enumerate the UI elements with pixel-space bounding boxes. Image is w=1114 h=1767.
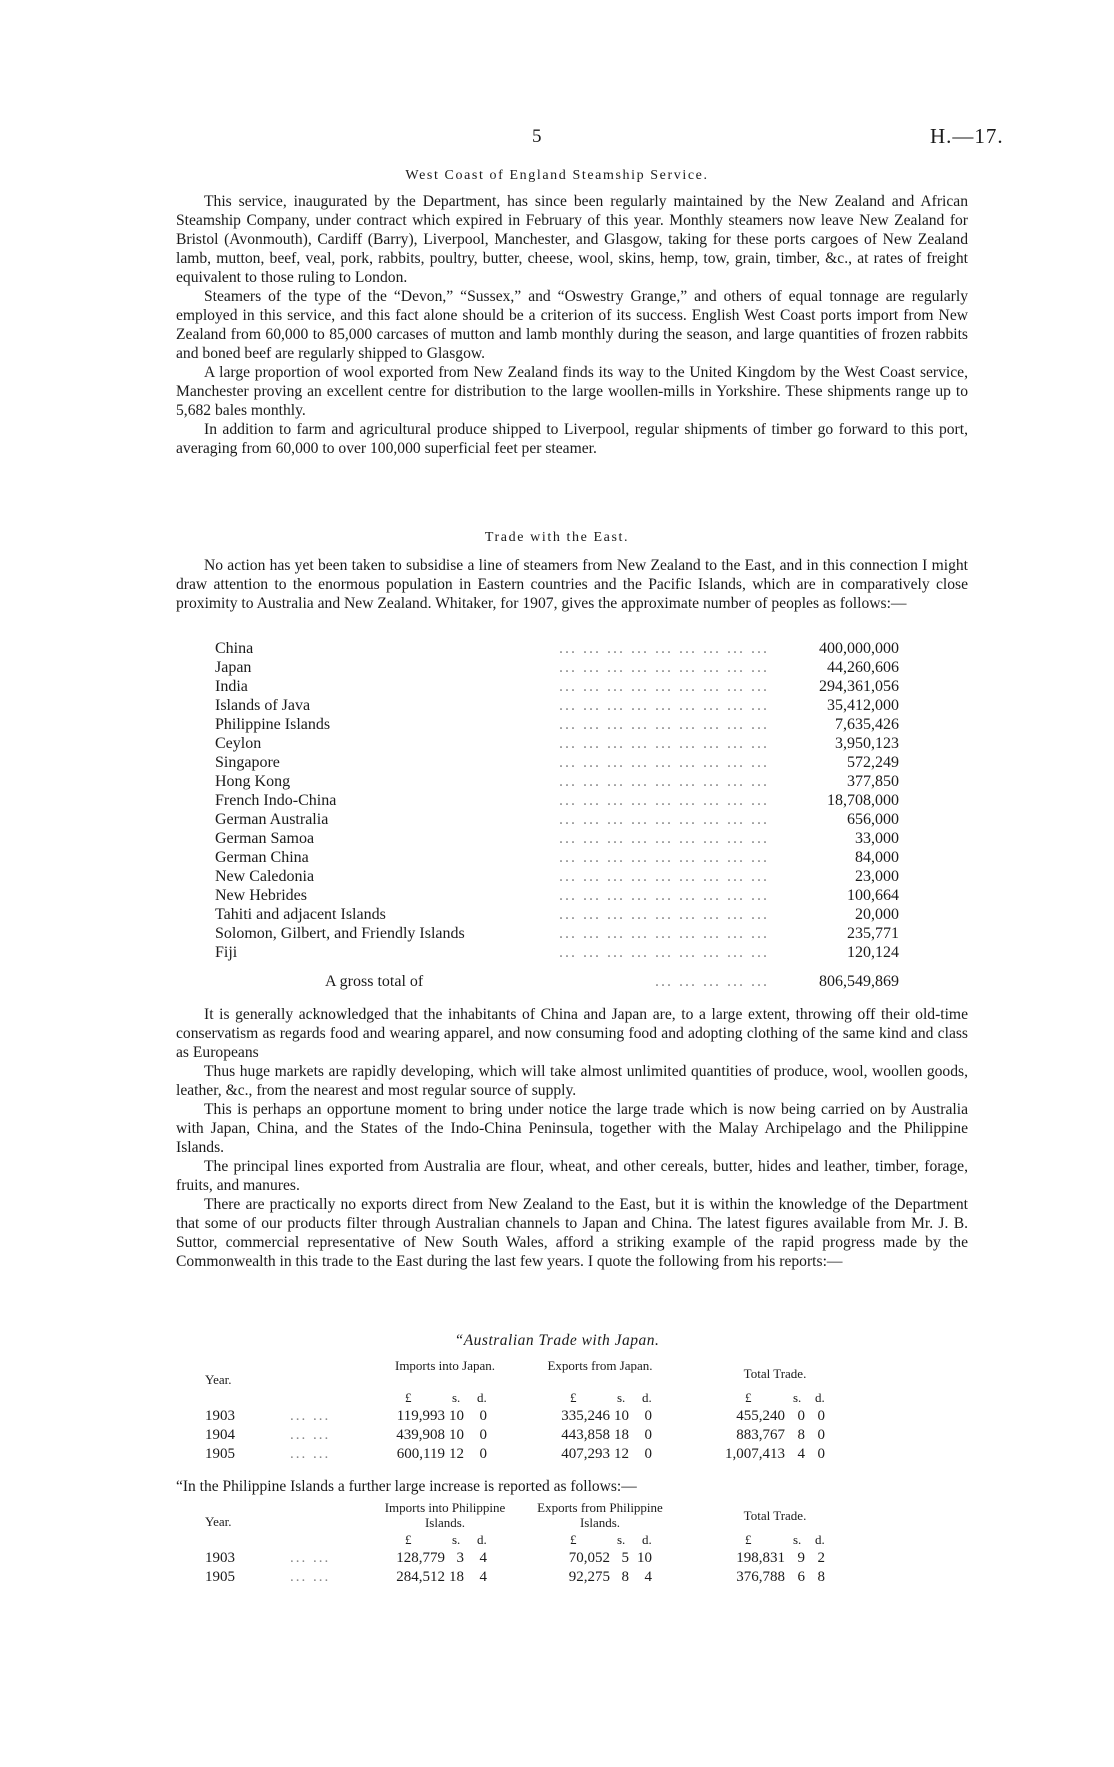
amount-shillings: 9 [797,1550,805,1566]
country-name: New Caledonia [215,868,315,885]
amount-shillings: 12 [449,1446,464,1462]
amount-shillings: 8 [797,1427,805,1443]
population-row [215,754,899,773]
population-row [215,678,899,697]
paragraph: No action has yet been taken to subsidise a line of steamers from New Zealand to the East, and in this connection I might draw attention to the enormous population in Eastern countries and the Pacific Islands, which are in comparatively close proximity to Australia and New Zealand. Whitaker, for 1907, gives the approximate number of peoples as follows:— [176,557,968,612]
leader-dots: ... ... [290,1408,331,1424]
currency-unit: d. [642,1390,652,1405]
leader-dots: ... ... [290,1446,331,1462]
amount-pounds: 407,293 [561,1446,610,1462]
currency-unit: s. [793,1390,802,1405]
column-header-imports: Imports into Philippine Islands. [384,1500,506,1530]
amount-shillings: 12 [614,1446,629,1462]
leader-dots: ... ... ... ... ... ... ... ... ... [559,773,769,790]
population-row [215,792,899,811]
amount-shillings: 18 [614,1427,629,1443]
population-row [215,925,899,944]
country-name: New Hebrides [215,887,307,904]
column-header-total: Total Trade. [743,1508,807,1523]
amount-shillings: 10 [449,1427,464,1443]
population-value: 294,361,056 [819,678,899,695]
amount-shillings: 5 [621,1550,629,1566]
country-name: French Indo-China [215,792,337,809]
philippine-table-intro: “In the Philippine Islands a further large increase is reported as follows:— [176,1478,637,1495]
amount-shillings: 3 [456,1550,464,1566]
currency-unit: s. [617,1390,626,1405]
currency-unit: s. [452,1532,461,1547]
population-value: 235,771 [847,925,899,942]
amount-shillings: 10 [449,1408,464,1424]
amount-shillings: 10 [614,1408,629,1424]
column-header-year: Year. [205,1514,232,1529]
leader-dots: ... ... ... ... ... ... ... ... ... [559,944,769,961]
population-value: 33,000 [855,830,899,847]
country-name: Ceylon [215,735,262,752]
amount-pence: 0 [644,1408,652,1424]
amount-shillings: 8 [621,1569,629,1585]
philippine-trade-table [205,1500,905,1600]
currency-unit: d. [815,1390,825,1405]
population-row [215,716,899,735]
population-row [215,944,899,963]
population-row [215,640,899,659]
country-name: Islands of Java [215,697,311,714]
amount-pounds: 376,788 [736,1569,785,1585]
leader-dots: ... ... ... ... ... ... ... ... ... [559,849,769,866]
table-year: 1903 [205,1550,235,1566]
japan-table-caption: “Australian Trade with Japan. [454,1332,660,1349]
amount-pounds: 335,246 [561,1408,610,1424]
currency-unit: s. [617,1532,626,1547]
country-name: German Australia [215,811,329,828]
currency-unit: d. [642,1532,652,1547]
document-reference: H.—17. [930,124,1004,148]
amount-pounds: 883,767 [736,1427,785,1443]
population-row [215,906,899,925]
total-label: A gross total of [325,973,424,990]
amount-pence: 0 [479,1446,487,1462]
amount-pence: 0 [479,1408,487,1424]
currency-unit: £ [570,1532,577,1547]
currency-unit: s. [793,1532,802,1547]
currency-unit: £ [745,1532,752,1547]
amount-shillings: 18 [449,1569,464,1585]
amount-pounds: 70,052 [568,1550,610,1566]
country-name: German China [215,849,309,866]
country-name: Philippine Islands [215,716,331,733]
population-value: 656,000 [847,811,899,828]
population-value: 3,950,123 [835,735,899,752]
country-name: Japan [215,659,252,676]
amount-pounds: 439,908 [396,1427,445,1443]
population-list [215,640,899,995]
amount-pence: 0 [817,1408,825,1424]
country-name: India [215,678,248,695]
amount-pence: 0 [644,1446,652,1462]
amount-pence: 8 [817,1569,825,1585]
population-row [215,773,899,792]
paragraph: This is perhaps an opportune moment to bring under notice the large trade which is now being carried on by Australia with Japan, China, and the States of the Indo-China Peninsula, together with the Malay Archipelago and the Philippine Islands. [176,1101,968,1156]
leader-dots: ... ... ... ... ... ... ... ... ... [559,754,769,771]
country-name: Hong Kong [215,773,291,790]
amount-pence: 0 [644,1427,652,1443]
currency-unit: s. [452,1390,461,1405]
leader-dots: ... ... ... ... ... ... ... ... ... [559,887,769,904]
currency-unit: £ [570,1390,577,1405]
paragraph: This service, inaugurated by the Department, has since been regularly maintained by the New Zealand and African Steamship Company, under contract which expired in February of this year. Monthly steamers now leave New Zealand for Bristol (Avonmouth), Cardiff (Barry), Liverpool, Manchester, and Glasgow, taking for these ports cargoes of New Zealand lamb, mutton, beef, veal, pork, rabbits, poultry, butter, cheese, wool, skins, hemp, tow, grain, timber, &c., at rates of freight equivalent to those ruling to London. [176,193,968,286]
amount-shillings: 4 [797,1446,805,1462]
leader-dots: ... ... ... ... ... ... ... ... ... [559,811,769,828]
paragraph: Thus huge markets are rapidly developing, which will take almost unlimited quantities of produce, wool, woollen goods, leather, &c., from the nearest and most regular source of supply. [176,1063,968,1099]
population-row [215,697,899,716]
leader-dots: ... ... [290,1569,331,1585]
amount-shillings: 0 [797,1408,805,1424]
section-heading-west-coast: West Coast of England Steamship Service. [405,168,709,183]
amount-pounds: 198,831 [736,1550,785,1566]
total-value: 806,549,869 [819,973,899,990]
paragraph: There are practically no exports direct from New Zealand to the East, but it is within the knowledge of the Department that some of our products filter through Australian channels to Japan and China. The latest figures available from Mr. J. B. Suttor, commercial representative of New South Wales, afford a striking example of the rapid progress made by the Commonwealth in this trade to the East during the last few years. I quote the following from his reports:— [176,1196,968,1270]
population-value: 84,000 [855,849,899,866]
section-heading-trade-east: Trade with the East. [484,530,630,545]
leader-dots: ... ... ... ... ... ... ... ... ... [559,906,769,923]
column-header-imports: Imports into Japan. [394,1358,495,1373]
country-name: German Samoa [215,830,315,847]
population-total-row [215,973,899,995]
amount-pence: 0 [817,1446,825,1462]
leader-dots: ... ... ... ... ... ... ... ... ... [559,735,769,752]
population-row [215,849,899,868]
population-row [215,811,899,830]
currency-unit: d. [477,1390,487,1405]
currency-unit: £ [405,1390,412,1405]
amount-pence: 4 [479,1569,487,1585]
currency-unit: £ [745,1390,752,1405]
country-name: Solomon, Gilbert, and Friendly Islands [215,925,465,942]
west-coast-body [176,192,968,458]
leader-dots: ... ... ... ... ... [655,973,769,990]
population-row [215,735,899,754]
trade-east-intro [176,556,968,613]
country-name: Fiji [215,944,238,961]
amount-pounds: 128,779 [396,1550,445,1566]
population-row [215,868,899,887]
column-header-exports: Exports from Philippine Islands. [537,1500,663,1530]
column-header-exports: Exports from Japan. [547,1358,653,1373]
amount-pence: 0 [817,1427,825,1443]
currency-unit: £ [405,1532,412,1547]
column-header-total: Total Trade. [743,1366,807,1381]
leader-dots: ... ... ... ... ... ... ... ... ... [559,830,769,847]
amount-pence: 4 [479,1550,487,1566]
amount-pounds: 119,993 [396,1408,445,1424]
amount-pounds: 92,275 [568,1569,610,1585]
page-number: 5 [532,126,542,147]
leader-dots: ... ... [290,1550,331,1566]
amount-shillings: 6 [797,1569,805,1585]
population-row [215,659,899,678]
population-value: 35,412,000 [827,697,899,714]
amount-pence: 10 [637,1550,652,1566]
paragraph: The principal lines exported from Australia are flour, wheat, and other cereals, butter, hides and leather, timber, forage, fruits, and manures. [176,1158,968,1194]
population-value: 18,708,000 [827,792,899,809]
country-name: Singapore [215,754,280,771]
paragraph: It is generally acknowledged that the inhabitants of China and Japan are, to a large extent, throwing off their old-time conservatism as regards food and wearing apparel, and now consuming food and adopting clothing of the same kind and class as Europeans [176,1006,968,1061]
leader-dots: ... ... ... ... ... ... ... ... ... [559,792,769,809]
population-value: 120,124 [847,944,899,961]
country-name: China [215,640,254,657]
paragraph: Steamers of the type of the “Devon,” “Sussex,” and “Oswestry Grange,” and others of equal tonnage are regularly employed in this service, and this fact alone should be a criterion of its success. English West Coast ports import from New Zealand from 60,000 to 85,000 carcases of mutton and lamb monthly during the season, and large quantities of frozen rabbits and boned beef are regularly shipped to Glasgow. [176,288,968,362]
leader-dots: ... ... [290,1427,331,1443]
leader-dots: ... ... ... ... ... ... ... ... ... [559,716,769,733]
leader-dots: ... ... ... ... ... ... ... ... ... [559,659,769,676]
population-row [215,887,899,906]
table-year: 1903 [205,1408,235,1424]
amount-pounds: 443,858 [561,1427,610,1443]
population-value: 20,000 [855,906,899,923]
amount-pounds: 1,007,413 [725,1446,785,1462]
currency-unit: d. [477,1532,487,1547]
leader-dots: ... ... ... ... ... ... ... ... ... [559,640,769,657]
leader-dots: ... ... ... ... ... ... ... ... ... [559,868,769,885]
table-year: 1905 [205,1446,235,1462]
leader-dots: ... ... ... ... ... ... ... ... ... [559,925,769,942]
table-year: 1904 [205,1427,235,1443]
population-value: 400,000,000 [819,640,899,657]
country-name: Tahiti and adjacent Islands [215,906,386,923]
population-value: 572,249 [847,754,899,771]
amount-pounds: 284,512 [396,1569,445,1585]
population-value: 44,260,606 [827,659,899,676]
population-value: 377,850 [847,773,899,790]
population-value: 100,664 [847,887,899,904]
amount-pounds: 600,119 [396,1446,445,1462]
population-value: 23,000 [855,868,899,885]
paragraph: In addition to farm and agricultural produce shipped to Liverpool, regular shipments of timber go forward to this port, averaging from 60,000 to over 100,000 superficial feet per steamer. [176,421,968,457]
leader-dots: ... ... ... ... ... ... ... ... ... [559,678,769,695]
amount-pence: 0 [479,1427,487,1443]
leader-dots: ... ... ... ... ... ... ... ... ... [559,697,769,714]
amount-pounds: 455,240 [736,1408,785,1424]
amount-pence: 2 [817,1550,825,1566]
currency-unit: d. [815,1532,825,1547]
paragraph: A large proportion of wool exported from New Zealand finds its way to the United Kingdom by the West Coast service, Manchester proving an excellent centre for distribution to the large woollen-mills in Yorkshire. These shipments range up to 5,682 bales monthly. [176,364,968,419]
population-row [215,830,899,849]
table-year: 1905 [205,1569,235,1585]
population-value: 7,635,426 [835,716,899,733]
trade-east-body [176,1005,968,1271]
amount-pence: 4 [644,1569,652,1585]
japan-trade-table [205,1358,905,1488]
column-header-year: Year. [205,1372,232,1387]
